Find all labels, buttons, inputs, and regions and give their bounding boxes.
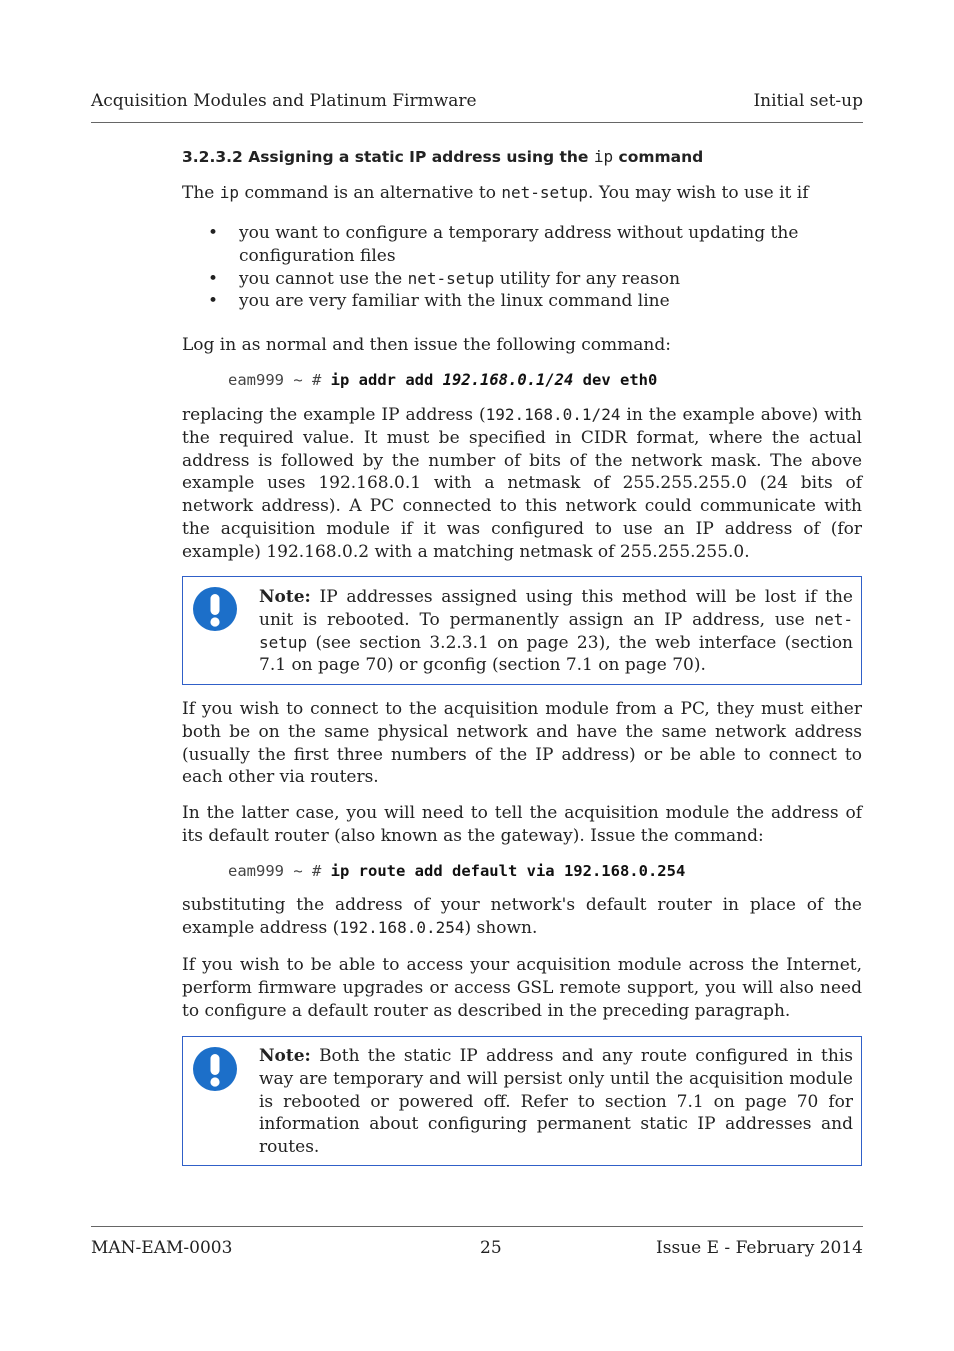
bullet-text: you want to configure a temporary address without updating the configuration files xyxy=(239,223,799,266)
intro-cmd-ip: ip xyxy=(219,183,240,202)
shell-prompt: eam999 ~ # xyxy=(228,862,322,880)
command-text: ip addr add xyxy=(330,371,434,389)
shell-prompt: eam999 ~ # xyxy=(228,371,322,389)
note-body: Both the static IP address and any route configured in this way are temporary and will persist only until the acquisition module is rebooted or powered off. Refer to section 7.1 on page 70 for information about configuring permanent static IP addresses and routes. xyxy=(259,1046,853,1158)
command-arg: 192.168.0.1/24 xyxy=(442,371,574,389)
note-box-2 xyxy=(182,1036,862,1166)
note-box-1 xyxy=(182,576,862,685)
subst-text-1: substituting the address of your network's default router in place of the example address ( xyxy=(182,895,862,938)
subst-cmd: 192.168.0.254 xyxy=(339,917,465,937)
intro-text-2: command is an alternative to xyxy=(244,183,496,203)
footer-issue: Issue E - February 2014 xyxy=(656,1238,863,1258)
internet-paragraph: If you wish to be able to access your acquisition module across the Internet, perform firmware upgrades or access GSL remote support, you will also need to configure a default router as described in the preceding paragraph. xyxy=(182,955,862,1021)
bullet-dot: • xyxy=(208,268,219,289)
command-text: ip route add default via 192.168.0.254 xyxy=(330,862,686,880)
footer-rule xyxy=(91,1226,863,1227)
replace-paragraph xyxy=(182,404,862,564)
bullet-dot: • xyxy=(208,223,219,243)
note-text-part-1: IP addresses assigned using this method will be lost if the unit is rebooted. To permanently assign an IP address, use xyxy=(259,587,853,630)
replace-text-1: replacing the example IP address ( xyxy=(182,405,486,425)
login-paragraph: Log in as normal and then issue the following command: xyxy=(182,335,671,355)
bullet-text: you are very familiar with the linux command line xyxy=(239,291,670,312)
exclamation-icon xyxy=(192,1046,238,1092)
intro-text-1: The xyxy=(182,183,215,203)
intro-cmd-netsetup: net-setup xyxy=(501,183,589,202)
command-line-1 xyxy=(228,370,657,390)
note-label: Note: xyxy=(259,1046,311,1066)
footer-doc-id: MAN-EAM-0003 xyxy=(91,1238,233,1258)
section-heading xyxy=(182,147,703,166)
note-label: Note: xyxy=(259,587,311,607)
command-line-2 xyxy=(228,861,685,881)
header-rule xyxy=(91,122,863,123)
note-text-part-2: (see section 3.2.3.1 on page 23), the web interface (section 7.1 on page 70) or gconfig (section 7.1 on page 70). xyxy=(259,632,854,676)
note-cmd: net-setup xyxy=(259,609,853,652)
bullet-list xyxy=(208,222,848,313)
header-section: Initial set-up xyxy=(753,91,863,111)
bullet-text: utility for any reason xyxy=(499,268,681,289)
note-text-1 xyxy=(259,586,853,677)
intro-text-3: . You may wish to use it if xyxy=(588,183,809,203)
bullet-dot: • xyxy=(208,291,219,312)
header-title: Acquisition Modules and Platinum Firmware xyxy=(91,91,477,111)
page-number: 25 xyxy=(480,1238,502,1258)
substitute-paragraph xyxy=(182,894,862,940)
router-paragraph: In the latter case, you will need to tell the acquisition module the address of its default router (also known as the gateway). Issue the command: xyxy=(182,803,862,846)
list-item xyxy=(208,222,799,268)
list-item xyxy=(208,290,848,313)
note-text-2 xyxy=(259,1045,853,1159)
replace-cmd: 192.168.0.1/24 xyxy=(485,405,621,424)
list-item xyxy=(208,268,848,291)
exclamation-icon xyxy=(192,586,238,632)
heading-cmd: ip xyxy=(593,147,614,166)
bullet-text: you cannot use the xyxy=(239,268,403,289)
intro-paragraph xyxy=(182,182,862,205)
subst-text-2: ) shown. xyxy=(464,917,538,938)
bullet-cmd: net-setup xyxy=(407,268,495,288)
heading-title: 3.2.3.2 Assigning a static IP address using the xyxy=(182,148,589,166)
command-tail: dev eth0 xyxy=(582,371,658,389)
heading-tail: command xyxy=(618,148,704,166)
connect-paragraph: If you wish to connect to the acquisition module from a PC, they must either both be on the same physical network and have the same network address (usually the first three numbers of the IP address) or be able to connect to each other via routers. xyxy=(182,699,862,788)
replace-text-2: in the example above) with the required value. It must be specified in CIDR format, where the actual address is followed by the number of bits of the network mask. The above example uses 192.168.0.1 with a netmask of 255.255.255.0 (24 bits of network address). A PC connected to this network could communicate with the acquisition module if it was configured to use an IP address of (for example) 192.168.0.2 with a matching netmask of 255.255.255.0. xyxy=(182,405,862,562)
